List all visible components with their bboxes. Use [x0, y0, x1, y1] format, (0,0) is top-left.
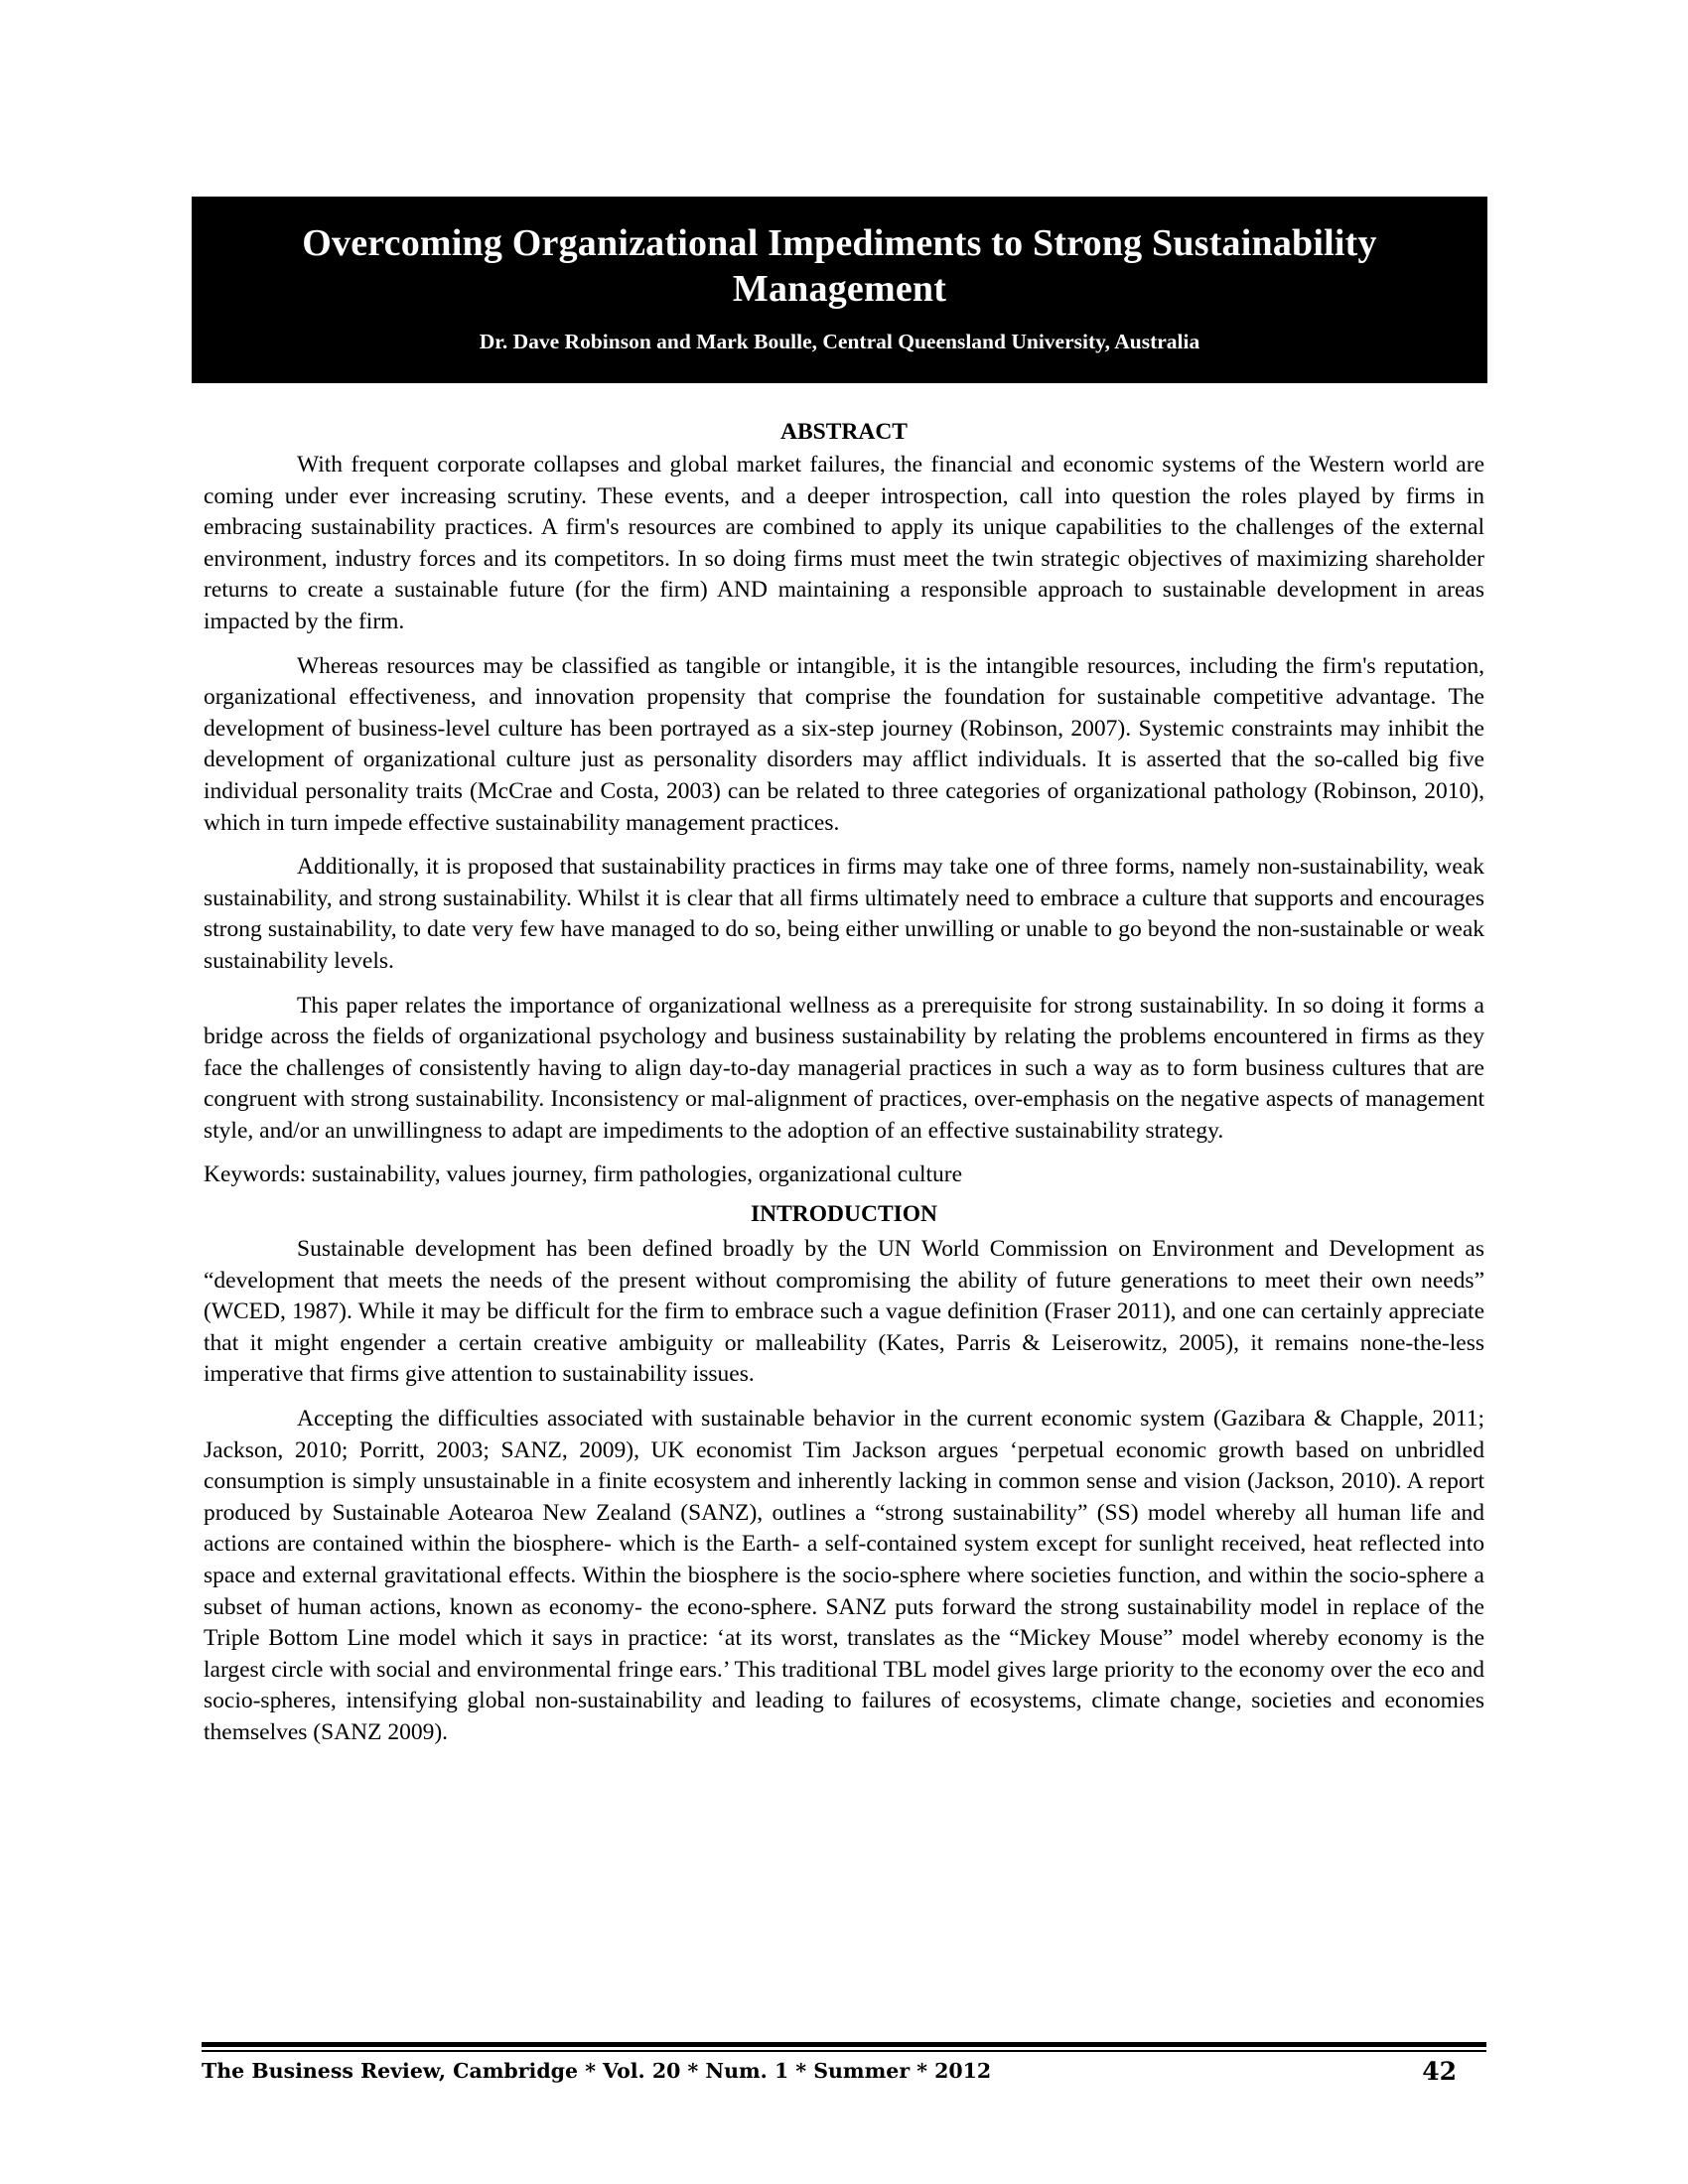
- abstract-paragraph: Additionally, it is proposed that sustainability practices in firms may take one of three forms, namely non-sustainability, weak sustainability, and strong sustainability. Whilst it is clear that all firms ultimately need to embrace a culture that supports and encourages strong sustainability, to date very few have managed to do so, being either unwilling or unable to go beyond the non-sustainable or weak sustainability levels.: [204, 854, 1484, 974]
- article-body: [204, 419, 1484, 1749]
- page-footer: [202, 2057, 1486, 2097]
- footer-rule-thin: [202, 2050, 1486, 2052]
- footer-rule-thick: [202, 2042, 1486, 2047]
- abstract-paragraph: With frequent corporate collapses and global market failures, the financial and economic systems of the Western world are coming under ever increasing scrutiny. These events, and a deeper introspection, call into question the roles played by firms in embracing sustainability practices. A firm's resources are combined to apply its unique capabilities to the challenges of the external environment, industry forces and its competitors. In so doing firms must meet the twin strategic objectives of maximizing shareholder returns to create a sustainable future (for the firm) AND maintaining a responsible approach to sustainable development in areas impacted by the firm.: [204, 452, 1484, 634]
- abstract-paragraph: Whereas resources may be classified as tangible or intangible, it is the intangible resources, including the firm's reputation, organizational effectiveness, and innovation propensity that comprise the foundation for sustainable competitive advantage. The development of business-level culture has been portrayed as a six-step journey (Robinson, 2007). Systemic constraints may inhibit the development of organizational culture just as personality disorders may afflict individuals. It is asserted that the so-called big five individual personality traits (McCrae and Costa, 2003) can be related to three categories of organizational pathology (Robinson, 2010), which in turn impede effective sustainability management practices.: [204, 652, 1484, 836]
- abstract-heading: ABSTRACT: [780, 419, 908, 445]
- introduction-paragraph: Accepting the difficulties associated with sustainable behavior in the current economic system (Gazibara & Chapple, 2011; Jackson, 2010; Porritt, 2003; SANZ, 2009), UK economist Tim Jackson argues ‘perpetual economic growth based on unbridled consumption is simply unsustainable in a finite ecosystem and inherently lacking in common sense and vision (Jackson, 2010). A report produced by Sustainable Aotearoa New Zealand (SANZ), outlines a “strong sustainability” (SS) model whereby all human life and actions are contained within the biosphere- which is the Earth- a self-contained system except for sunlight received, heat reflected into space and external gravitational effects. Within the biosphere is the socio-sphere where societies function, and within the socio-sphere a subset of human actions, known as economy- the econo-sphere. SANZ puts forward the strong sustainability model in replace of the Triple Bottom Line model which it says in practice: ‘at its worst, translates as the “Mickey Mouse” model whereby economy is the largest circle with social and environmental fringe ears.’ This traditional TBL model gives large priority to the economy over the eco and socio-spheres, intensifying global non-sustainability and leading to failures of ecosystems, climate change, societies and economies themselves (SANZ 2009).: [204, 1406, 1484, 1745]
- introduction-heading: INTRODUCTION: [750, 1201, 938, 1228]
- journal-citation: The Business Review, Cambridge * Vol. 20 * Num. 1 * Summer * 2012: [202, 2059, 992, 2083]
- abstract-paragraph: This paper relates the importance of organizational wellness as a prerequisite for strong sustainability. In so doing it forms a bridge across the fields of organizational psychology and business sustainability by relating the problems encountered in firms as they face the challenges of consistently having to align day-to-day managerial practices in such a way as to form business cultures that are congruent with strong sustainability. Inconsistency or mal-alignment of practices, over-emphasis on the negative aspects of management style, and/or an unwillingness to adapt are impediments to the adoption of an effective sustainability strategy.: [204, 992, 1484, 1144]
- paper-title: Overcoming Organizational Impediments to Strong Sustainability Management: [302, 222, 1377, 310]
- keywords-line: Keywords: sustainability, values journey, firm pathologies, organizational culture: [204, 1161, 963, 1188]
- introduction-paragraph: Sustainable development has been defined broadly by the UN World Commission on Environment and Development as “development that meets the needs of the present without compromising the ability of future generations to meet their own needs” (WCED, 1987). While it may be difficult for the firm to embrace such a vague definition (Fraser 2011), and one can certainly appreciate that it might engender a certain creative ambiguity or malleability (Kates, Parris & Leiserowitz, 2005), it remains none-the-less imperative that firms give attention to sustainability issues.: [204, 1236, 1484, 1388]
- title-banner: [192, 197, 1487, 383]
- page-number: 42: [1422, 2057, 1457, 2086]
- author-line: Dr. Dave Robinson and Mark Boulle, Central Queensland University, Australia: [479, 330, 1200, 353]
